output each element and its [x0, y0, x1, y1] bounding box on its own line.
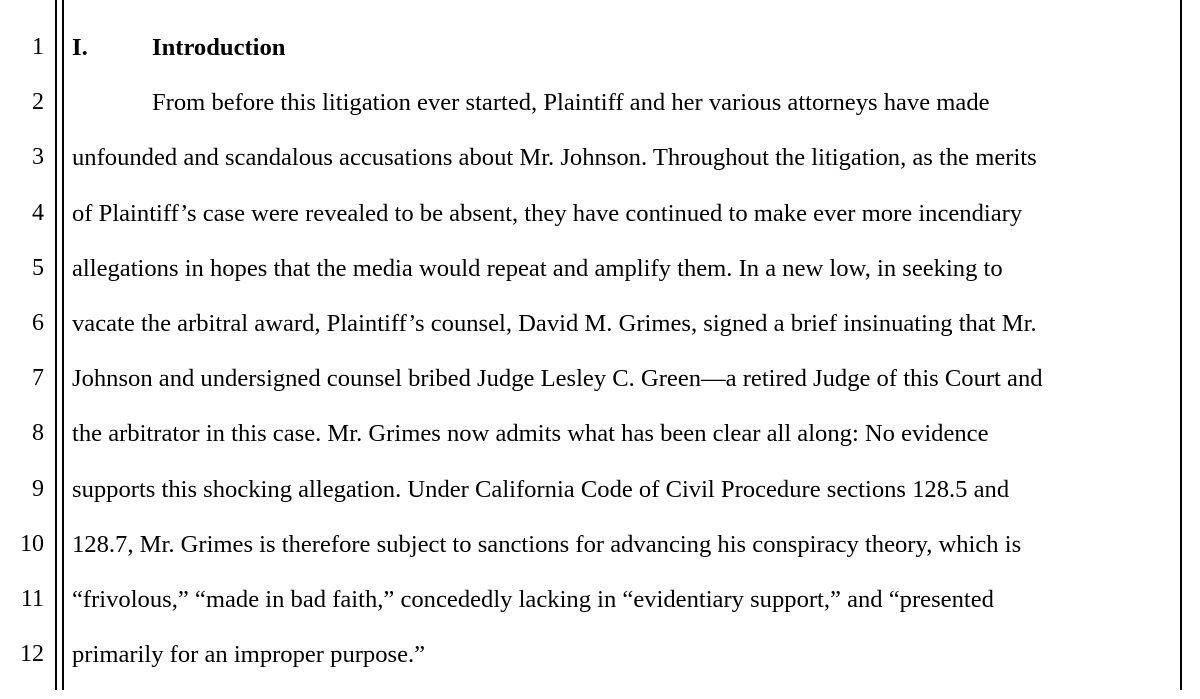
text-line-content: From before this litigation ever started, Plaintiff and her various attorneys have made [152, 89, 990, 117]
text-line: “frivolous,” “made in bad faith,” concededly lacking in “evidentiary support,” and “presented [72, 585, 994, 613]
line-number: 11 [20, 585, 44, 612]
text-line: vacate the arbitral award, Plaintiff’s counsel, David M. Grimes, signed a brief insinuating that Mr. [72, 309, 1037, 337]
right-margin-rule [1180, 0, 1182, 690]
line-number: 2 [32, 89, 44, 116]
left-margin-rule-outer [55, 0, 57, 690]
section-heading [72, 20, 1172, 75]
left-margin-rule-inner [62, 0, 64, 690]
line-number: 10 [20, 530, 44, 557]
text-line: allegations in hopes that the media would repeat and amplify them. In a new low, in seeking to [72, 254, 1003, 282]
text-line: of Plaintiff’s case were revealed to be absent, they have continued to make ever more incendiary [72, 199, 1023, 227]
line-number: 4 [32, 199, 44, 226]
text-line: supports this shocking allegation. Under California Code of Civil Procedure sections 128.5 and [72, 475, 1010, 503]
line-number: 1 [32, 34, 44, 60]
line-number: 6 [32, 309, 44, 336]
line-number-column [0, 20, 44, 682]
section-title: Introduction [152, 34, 286, 61]
line-number: 5 [32, 254, 44, 281]
line-number: 7 [32, 365, 44, 392]
line-number: 8 [32, 420, 44, 447]
text-line [72, 75, 1172, 130]
section-number: I. [72, 34, 88, 61]
text-line: Johnson and undersigned counsel bribed Judge Lesley C. Green—a retired Judge of this Court and [72, 365, 1043, 393]
line-number: 3 [32, 144, 44, 171]
line-number: 9 [32, 475, 44, 502]
text-line: primarily for an improper purpose.” [72, 641, 426, 669]
text-line: the arbitrator in this case. Mr. Grimes now admits what has been clear all along: No evidence [72, 420, 989, 448]
line-number: 12 [20, 641, 44, 668]
text-line: 128.7, Mr. Grimes is therefore subject to sanctions for advancing his conspiracy theory, which is [72, 530, 1022, 558]
document-body [72, 20, 1172, 682]
text-line: unfounded and scandalous accusations about Mr. Johnson. Throughout the litigation, as the merits [72, 144, 1037, 172]
